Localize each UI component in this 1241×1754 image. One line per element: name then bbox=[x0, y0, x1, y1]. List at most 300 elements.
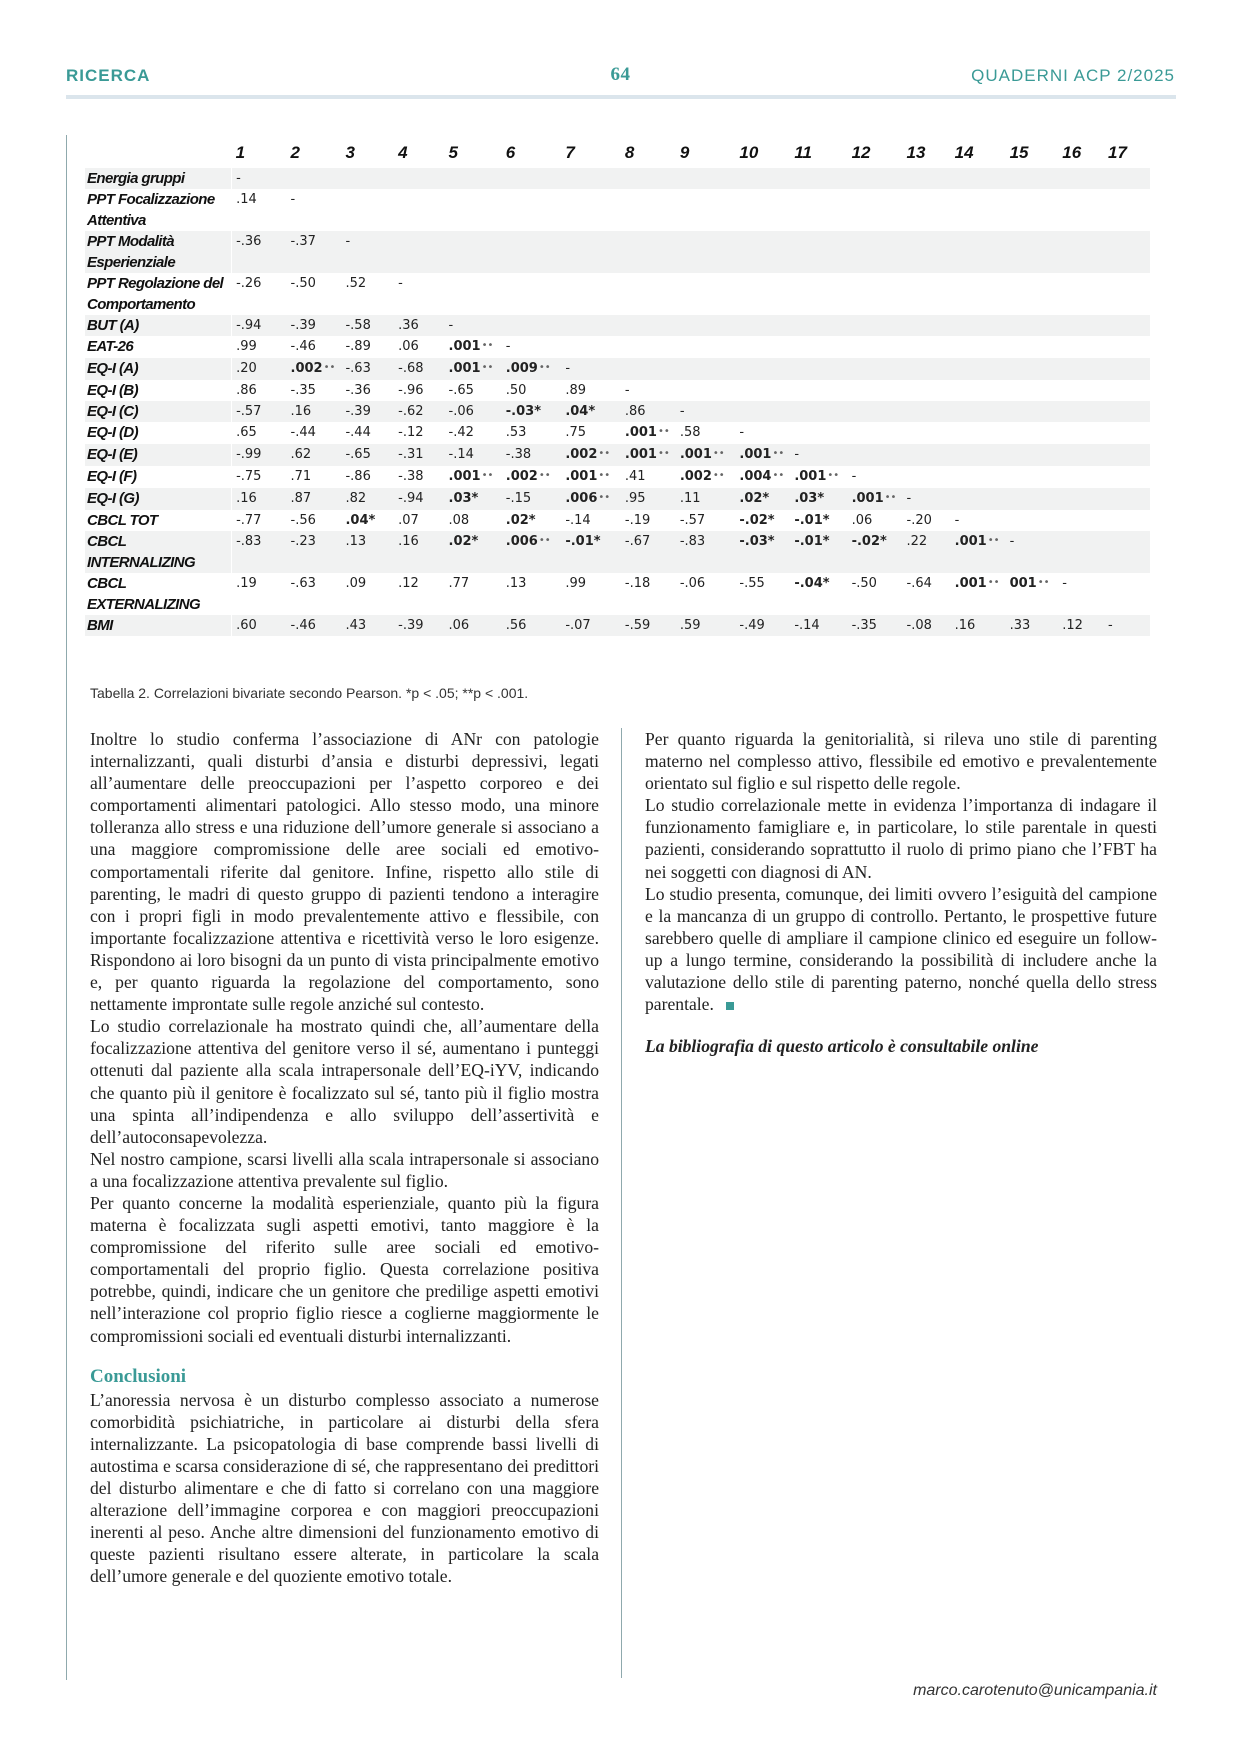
table-cell bbox=[790, 231, 847, 273]
table-cell bbox=[621, 189, 676, 231]
cell-value: .43 bbox=[345, 618, 367, 633]
table-cell bbox=[445, 168, 502, 189]
cell-value: -.63 bbox=[290, 576, 316, 591]
table-cell bbox=[1058, 615, 1104, 636]
significance-marker: •• bbox=[712, 470, 725, 481]
table-cell bbox=[1006, 615, 1059, 636]
table-cell bbox=[790, 380, 847, 401]
left-column-rule bbox=[66, 135, 67, 1680]
cell-value: -.12 bbox=[398, 425, 424, 440]
row-label: CBCL INTERNALIZING bbox=[85, 531, 232, 573]
table-cell bbox=[1058, 466, 1104, 488]
table-cell bbox=[903, 422, 951, 444]
cell-value: -.59 bbox=[624, 618, 651, 633]
table-cell bbox=[790, 315, 847, 336]
cell-value: -.03* bbox=[505, 404, 542, 419]
table-cell bbox=[1058, 315, 1104, 336]
cell-value: .07 bbox=[398, 513, 419, 528]
table-cell bbox=[621, 488, 676, 510]
significance-marker: •• bbox=[598, 470, 611, 481]
table-cell bbox=[676, 573, 736, 615]
table-cell bbox=[848, 401, 903, 422]
table-cell bbox=[676, 168, 736, 189]
table-cell bbox=[903, 231, 951, 273]
cell-value: .71 bbox=[290, 469, 312, 484]
table-cell bbox=[561, 273, 621, 315]
cell-value: .22 bbox=[906, 534, 928, 549]
table-cell bbox=[232, 273, 287, 315]
table-cell bbox=[341, 615, 394, 636]
table-cell bbox=[1104, 315, 1150, 336]
table-cell bbox=[621, 336, 676, 358]
cell-value: -.94 bbox=[398, 491, 424, 506]
cell-value: -.02* bbox=[851, 534, 887, 549]
cell-value: -.86 bbox=[345, 469, 371, 484]
table-cell bbox=[1104, 168, 1150, 189]
cell-value: -.26 bbox=[236, 276, 262, 291]
column-header: 8 bbox=[624, 143, 635, 162]
cell-value: .02* bbox=[448, 534, 479, 549]
table-row bbox=[85, 510, 1150, 531]
cell-value: - bbox=[906, 491, 912, 506]
table-cell bbox=[561, 422, 621, 444]
row-label: EAT-26 bbox=[85, 336, 232, 358]
cell-value: -.58 bbox=[345, 318, 371, 333]
table-cell bbox=[502, 336, 562, 358]
table-cell bbox=[232, 380, 287, 401]
table-cell bbox=[1058, 380, 1104, 401]
table-cell bbox=[561, 168, 621, 189]
row-label: CBCL TOT bbox=[85, 510, 232, 531]
table-cell bbox=[287, 273, 342, 315]
cell-value: -.63 bbox=[345, 361, 371, 376]
table-cell bbox=[232, 168, 287, 189]
table-cell bbox=[1104, 531, 1150, 573]
table-row bbox=[85, 488, 1150, 510]
cell-value: -.55 bbox=[739, 576, 765, 591]
cell-value: -.83 bbox=[236, 534, 262, 549]
cell-value: .20 bbox=[236, 361, 257, 376]
cell-value: .41 bbox=[624, 469, 646, 484]
left-column bbox=[90, 728, 599, 1587]
paragraph bbox=[645, 883, 1157, 1016]
column-header: 7 bbox=[565, 143, 575, 162]
table-cell bbox=[561, 466, 621, 488]
table-cell bbox=[621, 531, 676, 573]
cell-value: -.20 bbox=[906, 513, 932, 528]
table-cell bbox=[502, 380, 562, 401]
table-cell bbox=[1006, 573, 1059, 615]
table-cell bbox=[735, 510, 790, 531]
table-cell bbox=[232, 488, 287, 510]
table-cell bbox=[790, 531, 847, 573]
table-cell bbox=[502, 273, 562, 315]
cell-value: -.36 bbox=[236, 234, 262, 249]
table-cell bbox=[394, 358, 444, 380]
table-cell bbox=[848, 615, 903, 636]
table-cell bbox=[394, 615, 444, 636]
significance-marker: •• bbox=[1037, 577, 1050, 588]
cell-value: .12 bbox=[1062, 618, 1083, 633]
cell-value: .03* bbox=[794, 491, 825, 506]
table-cell bbox=[676, 358, 736, 380]
table-cell bbox=[951, 573, 1006, 615]
table-cell bbox=[561, 358, 621, 380]
cell-value: .33 bbox=[1009, 618, 1031, 633]
table-cell bbox=[502, 422, 562, 444]
cell-value: .001 bbox=[954, 534, 987, 549]
cell-value: .03* bbox=[448, 491, 479, 506]
table-cell bbox=[951, 380, 1006, 401]
table-cell bbox=[502, 488, 562, 510]
table-cell bbox=[848, 168, 903, 189]
table-cell bbox=[735, 466, 790, 488]
table-cell bbox=[561, 615, 621, 636]
table-cell bbox=[951, 189, 1006, 231]
table-cell bbox=[394, 444, 444, 466]
table-cell bbox=[561, 488, 621, 510]
table-cell bbox=[903, 336, 951, 358]
table-cell bbox=[341, 422, 394, 444]
cell-value: -.57 bbox=[236, 404, 262, 419]
table-cell bbox=[394, 189, 444, 231]
cell-value: .001 bbox=[739, 447, 772, 462]
table-cell bbox=[1058, 422, 1104, 444]
cell-value: -.57 bbox=[679, 513, 706, 528]
cell-value: -.99 bbox=[236, 447, 262, 462]
table-cell bbox=[1006, 488, 1059, 510]
table-cell bbox=[287, 189, 342, 231]
significance-marker: •• bbox=[323, 362, 336, 373]
cell-value: - bbox=[624, 383, 630, 398]
table-cell bbox=[341, 401, 394, 422]
row-label: PPT Modalità Esperienziale bbox=[85, 231, 232, 273]
table-cell bbox=[1058, 273, 1104, 315]
table-cell bbox=[735, 231, 790, 273]
table-row bbox=[85, 358, 1150, 380]
cell-value: -.02* bbox=[739, 513, 775, 528]
column-header: 12 bbox=[851, 143, 871, 162]
cell-value: .04* bbox=[345, 513, 376, 528]
cell-value: -.03* bbox=[739, 534, 775, 549]
table-cell bbox=[1058, 336, 1104, 358]
table-cell bbox=[951, 488, 1006, 510]
cell-value: -.39 bbox=[398, 618, 424, 633]
cell-value: .86 bbox=[624, 404, 646, 419]
cell-value: .001 bbox=[679, 447, 712, 462]
cell-value: -.36 bbox=[345, 383, 371, 398]
table-cell bbox=[951, 336, 1006, 358]
table-cell bbox=[676, 466, 736, 488]
cell-value: -.01* bbox=[794, 534, 830, 549]
column-header: 6 bbox=[505, 143, 516, 162]
table-cell bbox=[951, 273, 1006, 315]
cell-value: - bbox=[236, 171, 241, 186]
table-row bbox=[85, 380, 1150, 401]
table-cell bbox=[1006, 189, 1059, 231]
table-cell bbox=[287, 573, 342, 615]
cell-value: .99 bbox=[565, 576, 587, 591]
cell-value: .87 bbox=[290, 491, 312, 506]
cell-value: .001 bbox=[851, 491, 884, 506]
cell-value: -.23 bbox=[290, 534, 316, 549]
table-cell bbox=[445, 189, 502, 231]
table-cell bbox=[676, 488, 736, 510]
table-cell bbox=[445, 531, 502, 573]
table-cell bbox=[903, 615, 951, 636]
table-row bbox=[85, 336, 1150, 358]
cell-value: .06 bbox=[851, 513, 873, 528]
column-header: 16 bbox=[1062, 143, 1082, 162]
cell-value: .001 bbox=[794, 469, 827, 484]
significance-marker: •• bbox=[538, 470, 551, 481]
table-cell bbox=[232, 315, 287, 336]
cell-value: .16 bbox=[398, 534, 419, 549]
cell-value: .002 bbox=[679, 469, 712, 484]
cell-value: - bbox=[739, 425, 745, 440]
table-cell bbox=[445, 358, 502, 380]
cell-value: .001 bbox=[954, 576, 987, 591]
column-header: 4 bbox=[398, 143, 408, 162]
cell-value: - bbox=[505, 339, 511, 354]
significance-marker: •• bbox=[987, 535, 1000, 546]
table-cell bbox=[676, 401, 736, 422]
table-cell bbox=[1104, 488, 1150, 510]
table-cell bbox=[1058, 488, 1104, 510]
table-cell bbox=[445, 336, 502, 358]
table-cell bbox=[848, 573, 903, 615]
table-cell bbox=[790, 358, 847, 380]
table-cell bbox=[903, 444, 951, 466]
table-cell bbox=[394, 273, 444, 315]
table-cell bbox=[341, 189, 394, 231]
table-cell bbox=[951, 510, 1006, 531]
table-cell bbox=[1006, 466, 1059, 488]
table-cell bbox=[1104, 466, 1150, 488]
table-cell bbox=[561, 231, 621, 273]
cell-value: -.42 bbox=[448, 425, 474, 440]
cell-value: -.44 bbox=[345, 425, 371, 440]
table-cell bbox=[790, 444, 847, 466]
row-label: CBCL EXTERNALIZING bbox=[85, 573, 232, 615]
cell-value: .001 bbox=[448, 339, 481, 354]
cell-value: -.50 bbox=[290, 276, 316, 291]
row-label: BUT (A) bbox=[85, 315, 232, 336]
table-row bbox=[85, 315, 1150, 336]
table-cell bbox=[287, 401, 342, 422]
cell-value: .86 bbox=[236, 383, 257, 398]
cell-value: -.38 bbox=[505, 447, 532, 462]
significance-marker: •• bbox=[657, 448, 670, 459]
table-cell bbox=[1006, 358, 1059, 380]
cell-value: - bbox=[954, 513, 960, 528]
cell-value: -.62 bbox=[398, 404, 424, 419]
table-cell bbox=[287, 422, 342, 444]
cell-value: .04* bbox=[565, 404, 596, 419]
cell-value: -.94 bbox=[236, 318, 262, 333]
table-cell bbox=[735, 273, 790, 315]
right-column bbox=[645, 728, 1157, 1057]
table-cell bbox=[951, 401, 1006, 422]
cell-value: .65 bbox=[236, 425, 257, 440]
table-cell bbox=[232, 422, 287, 444]
table-cell bbox=[951, 422, 1006, 444]
cell-value: -.31 bbox=[398, 447, 424, 462]
cell-value: .59 bbox=[679, 618, 701, 633]
table-cell bbox=[621, 422, 676, 444]
table-cell bbox=[287, 615, 342, 636]
table-cell bbox=[341, 380, 394, 401]
table-cell bbox=[790, 615, 847, 636]
table-row bbox=[85, 444, 1150, 466]
table-cell bbox=[445, 315, 502, 336]
significance-marker: •• bbox=[772, 448, 785, 459]
table-cell bbox=[848, 444, 903, 466]
table-cell bbox=[394, 466, 444, 488]
table-cell bbox=[903, 168, 951, 189]
table-cell bbox=[561, 444, 621, 466]
cell-value: .001 bbox=[448, 361, 481, 376]
cell-value: .09 bbox=[345, 576, 367, 591]
cell-value: .77 bbox=[448, 576, 470, 591]
table-cell bbox=[502, 615, 562, 636]
row-label: EQ-I (G) bbox=[85, 488, 232, 510]
table-cell bbox=[232, 401, 287, 422]
cell-value: .001 bbox=[565, 469, 598, 484]
table-cell bbox=[502, 510, 562, 531]
column-header: 17 bbox=[1108, 143, 1127, 162]
cell-value: -.50 bbox=[851, 576, 877, 591]
table-cell bbox=[676, 444, 736, 466]
table-cell bbox=[676, 510, 736, 531]
table-cell bbox=[561, 380, 621, 401]
table-row bbox=[85, 401, 1150, 422]
table-cell bbox=[1006, 336, 1059, 358]
table-cell bbox=[951, 168, 1006, 189]
table-cell bbox=[735, 444, 790, 466]
table-cell bbox=[1058, 573, 1104, 615]
table-cell bbox=[445, 488, 502, 510]
significance-marker: •• bbox=[481, 362, 494, 373]
significance-marker: •• bbox=[772, 470, 785, 481]
cell-value: -.46 bbox=[290, 339, 316, 354]
table-cell bbox=[232, 510, 287, 531]
table-cell bbox=[735, 380, 790, 401]
column-header: 14 bbox=[954, 143, 974, 162]
table-cell bbox=[735, 168, 790, 189]
table-cell bbox=[445, 444, 502, 466]
table-cell bbox=[903, 573, 951, 615]
table-cell bbox=[1104, 336, 1150, 358]
table-cell bbox=[676, 273, 736, 315]
table-cell bbox=[1058, 231, 1104, 273]
table-cell bbox=[903, 466, 951, 488]
table-cell bbox=[676, 231, 736, 273]
cell-value: .12 bbox=[398, 576, 419, 591]
table-cell bbox=[1006, 401, 1059, 422]
table-cell bbox=[232, 573, 287, 615]
table-cell bbox=[848, 488, 903, 510]
table-cell bbox=[394, 422, 444, 444]
table-cell bbox=[561, 573, 621, 615]
cell-value: -.44 bbox=[290, 425, 316, 440]
column-header: 13 bbox=[906, 143, 926, 162]
table-cell bbox=[1104, 189, 1150, 231]
cell-value: .36 bbox=[398, 318, 419, 333]
cell-value: .11 bbox=[679, 491, 701, 506]
table-cell bbox=[1006, 422, 1059, 444]
table-cell bbox=[790, 510, 847, 531]
table-cell bbox=[1104, 273, 1150, 315]
table-cell bbox=[676, 615, 736, 636]
table-cell bbox=[676, 531, 736, 573]
table-cell bbox=[848, 531, 903, 573]
cell-value: -.65 bbox=[345, 447, 371, 462]
conclusions-heading: Conclusioni bbox=[90, 1365, 187, 1387]
author-email: marco.carotenuto@unicampania.it bbox=[913, 1682, 1157, 1699]
paragraph: Nel nostro campione, scarsi livelli alla scala intrapersonale si associano a una focalizzazione attentiva prevalente sul figlio. bbox=[90, 1148, 599, 1191]
cell-value: .89 bbox=[565, 383, 587, 398]
table-cell bbox=[445, 615, 502, 636]
table-cell bbox=[676, 422, 736, 444]
table-cell bbox=[1058, 401, 1104, 422]
table-cell bbox=[232, 189, 287, 231]
table-cell bbox=[621, 273, 676, 315]
table-cell bbox=[676, 380, 736, 401]
cell-value: -.14 bbox=[448, 447, 474, 462]
table-cell bbox=[341, 336, 394, 358]
cell-value: .16 bbox=[290, 404, 312, 419]
column-header: 15 bbox=[1009, 143, 1029, 162]
table-cell bbox=[394, 380, 444, 401]
paragraph: Lo studio correlazionale mette in evidenza l’importanza di indagare il funzionamento famigliare e, in particolare, lo stile parentale in questi pazienti, considerando soprattutto il ruolo di primo piano che l’FBT ha nei soggetti con diagnosi di AN. bbox=[645, 795, 1157, 882]
paragraph-text: Lo studio presenta, comunque, dei limiti ovvero l’esiguità del campione e la mancanza di un gruppo di controllo. Pertanto, le prospettive future sarebbero quelle di ampliare il campione clinico ed eseguire un follow-up a lungo termine, considerando la possibilità di includere anche la valutazione dello stile di parenting paterno, nonché quella dello stress parentale. bbox=[645, 883, 1157, 1015]
table-cell bbox=[561, 336, 621, 358]
table-cell bbox=[621, 510, 676, 531]
significance-marker: •• bbox=[827, 470, 840, 481]
table-cell bbox=[561, 531, 621, 573]
table-cell bbox=[951, 615, 1006, 636]
cell-value: -.18 bbox=[624, 576, 651, 591]
table-cell bbox=[621, 466, 676, 488]
table-cell bbox=[445, 422, 502, 444]
cell-value: -.39 bbox=[290, 318, 316, 333]
row-label: EQ-I (B) bbox=[85, 380, 232, 401]
table-cell bbox=[790, 401, 847, 422]
journal-issue: QUADERNI ACP 2/2025 bbox=[971, 66, 1175, 85]
table-cell bbox=[287, 444, 342, 466]
cell-value: - bbox=[398, 276, 403, 291]
cell-value: -.49 bbox=[739, 618, 765, 633]
header-corner bbox=[85, 138, 232, 168]
cell-value: - bbox=[565, 361, 571, 376]
cell-value: -.65 bbox=[448, 383, 474, 398]
cell-value: .006 bbox=[565, 491, 598, 506]
table-cell bbox=[232, 231, 287, 273]
cell-value: -.35 bbox=[290, 383, 316, 398]
cell-value: -.15 bbox=[505, 491, 532, 506]
table-cell bbox=[232, 531, 287, 573]
significance-marker: •• bbox=[538, 535, 551, 546]
table-cell bbox=[1104, 422, 1150, 444]
table-cell bbox=[735, 189, 790, 231]
cell-value: -.38 bbox=[398, 469, 424, 484]
table-cell bbox=[232, 336, 287, 358]
table-cell bbox=[341, 273, 394, 315]
cell-value: 001 bbox=[1009, 576, 1037, 591]
significance-marker: •• bbox=[598, 448, 611, 459]
table-cell bbox=[676, 189, 736, 231]
